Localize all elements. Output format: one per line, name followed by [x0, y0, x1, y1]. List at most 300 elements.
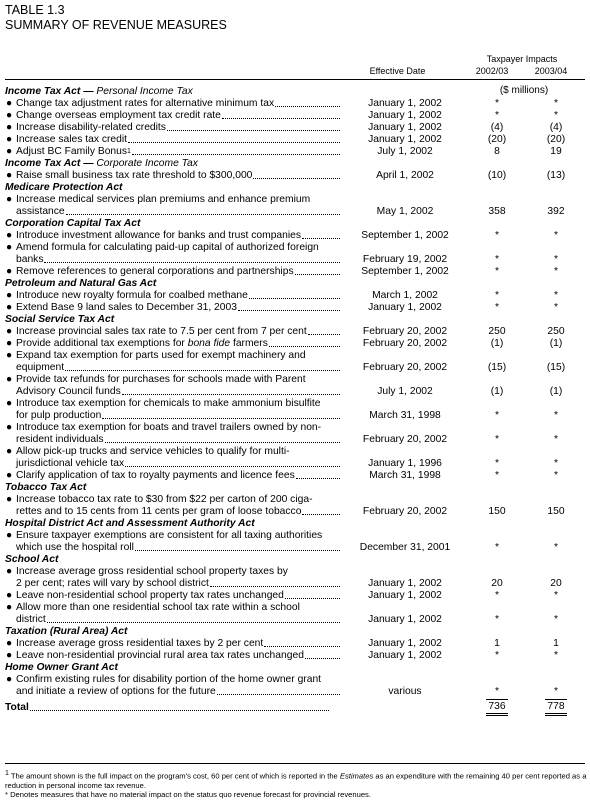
- dot-leader: [122, 386, 340, 395]
- description-line: [16, 122, 342, 134]
- description-line: [16, 254, 342, 266]
- impact-2002-03: *: [494, 110, 499, 121]
- impact-2002-03: *: [494, 470, 499, 481]
- footnote-1: $^1$ The amount shown is the full impact on the program's cost, 60 per cent of which is reported in the Estimates as an expenditure with the remaining 40 per cent reported as a reduction in personal income tax revenue.: [5, 770, 587, 790]
- description-text: rettes and to 15 cents from 11 cents per gram of loose tobacco: [16, 506, 302, 517]
- dot-leader: [135, 542, 340, 551]
- impact-2003-04: *: [553, 98, 558, 109]
- measure-row: [5, 494, 585, 518]
- section-heading: [5, 314, 585, 326]
- effective-date: July 1, 2002: [377, 146, 433, 157]
- description-text: Expand tax exemption for parts used for exempt machinery and: [16, 350, 306, 361]
- description-line: [16, 470, 342, 482]
- impact-2002-03: *: [494, 266, 499, 277]
- description-line: [16, 290, 342, 302]
- description-text: Increase sales tax credit: [16, 134, 128, 145]
- description-line: [16, 590, 342, 602]
- measure-row: [5, 398, 585, 422]
- total-value: 736: [486, 699, 507, 716]
- effective-date: January 1, 1996: [368, 458, 442, 469]
- bullet-icon: ●: [6, 422, 13, 433]
- measure-description: [16, 302, 342, 314]
- description-text: Confirm existing rules for disability portion of the home owner grant: [16, 674, 322, 685]
- measure-row: [5, 326, 585, 338]
- impact-2002-03: 20: [491, 578, 503, 589]
- bullet-icon: ●: [6, 242, 13, 253]
- description-line: [16, 362, 342, 374]
- footnote-2: * Denotes measures that have no material impact on the status quo revenue forecast for provincial revenues.: [5, 790, 371, 799]
- description-text: Increase tobacco tax rate to $30 from $22 per carton of 200 ciga-: [16, 494, 313, 505]
- impact-2002-03: *: [494, 434, 499, 445]
- section-heading: [5, 158, 585, 170]
- measure-description: [16, 590, 342, 602]
- bullet-icon: ●: [6, 530, 13, 541]
- table-number: TABLE 1.3: [5, 3, 65, 17]
- effective-date: January 1, 2002: [368, 590, 442, 601]
- impact-2003-04: (1): [549, 386, 563, 397]
- measure-row: [5, 230, 585, 242]
- impact-2002-03: 358: [488, 206, 506, 217]
- impact-2003-04: *: [553, 110, 558, 121]
- measure-description: [16, 98, 342, 110]
- measure-description: [16, 110, 342, 122]
- description-line: [16, 302, 342, 314]
- bullet-icon: ●: [6, 650, 13, 661]
- measure-row: [5, 122, 585, 134]
- bullet-icon: ●: [6, 338, 13, 349]
- description-line: [16, 98, 342, 110]
- footnote-rule: [5, 763, 585, 764]
- description-text: Amend formula for calculating paid-up capital of authorized foreign: [16, 242, 319, 253]
- measure-description: [16, 242, 342, 266]
- total-description: [5, 702, 331, 714]
- bullet-icon: ●: [6, 110, 13, 121]
- bullet-icon: ●: [6, 566, 13, 577]
- effective-date: February 19, 2002: [362, 254, 448, 265]
- dot-leader: [30, 702, 329, 711]
- measure-row: [5, 374, 585, 398]
- description-text: Allow pick-up trucks and service vehicles to qualify for multi-: [16, 446, 290, 457]
- description-text: district: [16, 614, 46, 625]
- description-text: Change tax adjustment rates for alternative minimum tax: [16, 98, 275, 109]
- measure-row: [5, 266, 585, 278]
- bullet-icon: ●: [6, 494, 13, 505]
- section-heading: [5, 662, 585, 674]
- year1-header: 2002/03: [475, 66, 509, 76]
- impact-2003-04: *: [553, 458, 558, 469]
- bullet-icon: ●: [6, 230, 13, 241]
- impact-2003-04: 392: [547, 206, 565, 217]
- impact-2003-04: 20: [550, 578, 562, 589]
- impact-2003-04: (20): [546, 134, 566, 145]
- section-title: Home Owner Grant Act: [5, 662, 118, 673]
- section-subtitle: Personal Income Tax: [96, 86, 193, 97]
- description-text: Increase disability-related credits: [16, 122, 166, 133]
- description-line: [16, 434, 342, 446]
- description-text: Leave non-residential school property tax rates unchanged: [16, 590, 284, 601]
- measure-row: [5, 98, 585, 110]
- impact-2003-04: *: [553, 254, 558, 265]
- description-text: Introduce tax exemption for boats and travel trailers owned by non-: [16, 422, 322, 433]
- description-line: [16, 542, 342, 554]
- dot-leader: [217, 686, 340, 695]
- description-text: Clarify application of tax to royalty payments and licence fees: [16, 470, 295, 481]
- bullet-icon: ●: [6, 602, 13, 613]
- measure-row: [5, 170, 585, 182]
- description-text: Advisory Council funds: [16, 386, 121, 397]
- units-label: ($ millions): [499, 85, 549, 96]
- bullet-icon: ●: [6, 590, 13, 601]
- impact-2002-03: *: [494, 614, 499, 625]
- measure-row: [5, 146, 585, 158]
- description-line: [16, 686, 342, 698]
- measure-row: [5, 602, 585, 626]
- description-line: [16, 386, 342, 398]
- dot-leader: [302, 506, 340, 515]
- description-text: Remove references to general corporations and partnerships: [16, 266, 294, 277]
- total-label: Total: [5, 702, 29, 713]
- dot-leader: [285, 590, 340, 599]
- total-row: [5, 702, 585, 716]
- impact-2003-04: *: [553, 590, 558, 601]
- impact-2003-04: 250: [547, 326, 565, 337]
- impact-2003-04: (13): [546, 170, 566, 181]
- description-line: [16, 170, 342, 182]
- description-line: [16, 350, 342, 362]
- dot-leader: [210, 578, 340, 587]
- effective-date: March 31, 1998: [369, 470, 441, 481]
- description-line: [16, 230, 342, 242]
- description-text: resident individuals: [16, 434, 104, 445]
- effective-date: February 20, 2002: [362, 506, 448, 517]
- description-line: [16, 530, 342, 542]
- measure-row: [5, 566, 585, 590]
- measure-description: [16, 638, 342, 650]
- measure-description: [16, 374, 342, 398]
- description-text: Raise small business tax rate threshold to $300,000: [16, 170, 253, 181]
- impact-2003-04: *: [553, 302, 558, 313]
- effective-date: January 1, 2002: [368, 650, 442, 661]
- effective-date: February 20, 2002: [362, 434, 448, 445]
- impact-2003-04: *: [553, 290, 558, 301]
- revenue-measures-table: [5, 86, 585, 716]
- description-line: [16, 146, 342, 158]
- italic-term: bona fide: [187, 338, 231, 349]
- impact-2002-03: 150: [488, 506, 506, 517]
- impact-2003-04: 1: [553, 638, 559, 649]
- bullet-icon: ●: [6, 290, 13, 301]
- description-text: jurisdictional vehicle tax: [16, 458, 125, 469]
- impact-2002-03: (15): [487, 362, 507, 373]
- impact-2002-03: (20): [487, 134, 507, 145]
- section-heading: [5, 482, 585, 494]
- impact-2003-04: (1): [549, 338, 563, 349]
- description-line: [16, 494, 342, 506]
- impact-2003-04: *: [553, 686, 558, 697]
- impact-2002-03: (4): [490, 122, 504, 133]
- impact-2003-04: *: [553, 434, 558, 445]
- measure-row: [5, 446, 585, 470]
- dot-leader: [222, 110, 340, 119]
- dot-leader: [295, 266, 340, 275]
- measure-row: [5, 350, 585, 374]
- dot-leader: [302, 230, 340, 239]
- impact-2002-03: 250: [488, 326, 506, 337]
- impact-2002-03: *: [494, 302, 499, 313]
- bullet-icon: ●: [6, 146, 13, 157]
- measure-description: [16, 602, 342, 626]
- impact-2002-03: *: [494, 458, 499, 469]
- impact-2002-03: *: [494, 542, 499, 553]
- description-text: Provide additional tax exemptions for bona fide farmers: [16, 338, 268, 349]
- impact-2003-04: *: [553, 470, 558, 481]
- description-text: Provide tax refunds for purchases for schools made with Parent: [16, 374, 306, 385]
- measure-description: [16, 338, 342, 350]
- measure-description: [16, 398, 342, 422]
- description-text: Ensure taxpayer exemptions are consistent for all taxing authorities: [16, 530, 323, 541]
- description-line: [16, 578, 342, 590]
- section-subtitle: Corporate Income Tax: [96, 158, 198, 169]
- measure-row: [5, 638, 585, 650]
- description-text: and initiate a review of options for the future: [16, 686, 216, 697]
- description-line: [16, 446, 342, 458]
- effective-date: February 20, 2002: [362, 338, 448, 349]
- measure-description: [16, 266, 342, 278]
- measure-description: [16, 650, 342, 662]
- dot-leader: [44, 254, 340, 263]
- measure-row: [5, 470, 585, 482]
- measure-description: [16, 194, 342, 218]
- description-line: [16, 614, 342, 626]
- measure-description: [16, 470, 342, 482]
- measure-row: [5, 194, 585, 218]
- description-text: Increase average gross residential taxes by 2 per cent: [16, 638, 264, 649]
- impact-2003-04: *: [553, 266, 558, 277]
- description-text: Introduce new royalty formula for coalbed methane: [16, 290, 248, 301]
- effective-date: February 20, 2002: [362, 326, 448, 337]
- impact-2003-04: (4): [549, 122, 563, 133]
- description-text: Increase provincial sales tax rate to 7.5 per cent from 7 per cent: [16, 326, 307, 337]
- impact-2002-03: *: [494, 650, 499, 661]
- measure-description: [16, 170, 342, 182]
- section-title: Social Service Tax Act: [5, 314, 115, 325]
- section-heading: [5, 182, 585, 194]
- effective-date: March 31, 1998: [369, 410, 441, 421]
- section-title: Corporation Capital Tax Act: [5, 218, 141, 229]
- description-line: [16, 674, 342, 686]
- impact-2002-03: *: [494, 98, 499, 109]
- dot-leader: [132, 146, 340, 155]
- description-text: Introduce investment allowance for banks and trust companies: [16, 230, 302, 241]
- measure-description: [16, 122, 342, 134]
- effective-date: January 1, 2002: [368, 614, 442, 625]
- section-heading: [5, 278, 585, 290]
- measure-description: [16, 290, 342, 302]
- total-2002-03: [473, 699, 521, 716]
- effective-date: January 1, 2002: [368, 110, 442, 121]
- dot-leader: [105, 434, 340, 443]
- measure-row: [5, 530, 585, 554]
- measure-description: [16, 146, 342, 158]
- section-title: Petroleum and Natural Gas Act: [5, 278, 157, 289]
- bullet-icon: ●: [6, 638, 13, 649]
- dot-leader: [269, 338, 340, 347]
- description-text: Increase medical services plan premiums and enhance premium: [16, 194, 311, 205]
- dot-leader: [305, 650, 340, 659]
- description-text: Allow more than one residential school tax rate within a school: [16, 602, 300, 613]
- measure-row: [5, 338, 585, 350]
- description-text: assistance: [16, 206, 65, 217]
- effective-date: April 1, 2002: [376, 170, 434, 181]
- effective-date: March 1, 2002: [372, 290, 438, 301]
- description-text: Extend Base 9 land sales to December 31, 2003: [16, 302, 237, 313]
- description-line: [16, 506, 342, 518]
- description-line: [16, 566, 342, 578]
- section-title: Taxation (Rural Area) Act: [5, 626, 128, 637]
- description-text: Increase average gross residential school property taxes by: [16, 566, 288, 577]
- header-rule: [5, 79, 585, 80]
- bullet-icon: ●: [6, 302, 13, 313]
- bullet-icon: ●: [6, 674, 13, 685]
- measure-description: [16, 494, 342, 518]
- impact-2003-04: (15): [546, 362, 566, 373]
- effective-date: January 1, 2002: [368, 578, 442, 589]
- measure-row: [5, 674, 585, 698]
- impact-2002-03: *: [494, 410, 499, 421]
- effective-date: various: [388, 686, 422, 697]
- section-heading: [5, 218, 585, 230]
- description-line: [16, 650, 342, 662]
- measure-description: [16, 530, 342, 554]
- measure-row: [5, 290, 585, 302]
- dot-leader: [264, 638, 340, 647]
- effective-date: May 1, 2002: [376, 206, 434, 217]
- measure-description: [16, 566, 342, 590]
- dot-leader: [296, 470, 340, 479]
- description-line: [16, 134, 342, 146]
- impact-2002-03: (1): [490, 338, 504, 349]
- section-title: Hospital District Act and Assessment Authority Act: [5, 518, 255, 529]
- impact-2002-03: 1: [494, 638, 500, 649]
- section-heading: [5, 518, 585, 530]
- effective-date: January 1, 2002: [368, 638, 442, 649]
- table-title: [5, 3, 227, 33]
- dot-leader: [65, 362, 340, 371]
- impact-2002-03: (1): [490, 386, 504, 397]
- effective-date: December 31, 2001: [359, 542, 451, 553]
- measure-row: [5, 422, 585, 446]
- impact-2003-04: *: [553, 650, 558, 661]
- section-title: Income Tax Act —: [5, 158, 94, 169]
- dot-leader: [167, 122, 340, 131]
- bullet-icon: ●: [6, 122, 13, 133]
- effective-date: September 1, 2002: [361, 230, 449, 241]
- impact-2003-04: *: [553, 230, 558, 241]
- total-line: [5, 702, 331, 714]
- impact-2002-03: *: [494, 254, 499, 265]
- bullet-icon: ●: [6, 98, 13, 109]
- bullet-icon: ●: [6, 398, 13, 409]
- dot-leader: [249, 290, 340, 299]
- dot-leader: [253, 170, 340, 179]
- impact-2003-04: *: [553, 410, 558, 421]
- taxpayer-impacts-header: Taxpayer Impacts: [486, 54, 558, 64]
- dot-leader: [102, 410, 340, 419]
- description-line: [16, 602, 342, 614]
- measure-description: [16, 674, 342, 698]
- effective-date: July 1, 2002: [377, 386, 433, 397]
- effective-date-header: Effective Date: [369, 66, 426, 76]
- description-text: banks: [16, 254, 44, 265]
- measure-description: [16, 326, 342, 338]
- total-2003-04: [530, 699, 582, 716]
- description-text: Leave non-residential provincial rural area tax rates unchanged: [16, 650, 304, 661]
- bullet-icon: ●: [6, 374, 13, 385]
- description-text: for pulp production: [16, 410, 102, 421]
- section-heading: [5, 626, 585, 638]
- section-title: School Act: [5, 554, 59, 565]
- description-line: [16, 338, 342, 350]
- table-heading: SUMMARY OF REVENUE MEASURES: [5, 18, 227, 32]
- description-text: Adjust BC Family Bonus: [16, 146, 128, 157]
- effective-date: January 1, 2002: [368, 98, 442, 109]
- impact-2003-04: 19: [550, 146, 562, 157]
- footnote-marker: 1: [127, 148, 131, 155]
- measure-description: [16, 446, 342, 470]
- impact-2002-03: (10): [487, 170, 507, 181]
- description-line: [16, 242, 342, 254]
- impact-2003-04: *: [553, 542, 558, 553]
- measure-row: [5, 590, 585, 602]
- dot-leader: [47, 614, 340, 623]
- effective-date: January 1, 2002: [368, 302, 442, 313]
- description-line: [16, 374, 342, 386]
- effective-date: January 1, 2002: [368, 134, 442, 145]
- description-line: [16, 410, 342, 422]
- description-text: Change overseas employment tax credit rate: [16, 110, 221, 121]
- total-value: 778: [545, 699, 566, 716]
- bullet-icon: ●: [6, 266, 13, 277]
- description-line: [16, 110, 342, 122]
- impact-2002-03: *: [494, 686, 499, 697]
- bullet-icon: ●: [6, 350, 13, 361]
- dot-leader: [66, 206, 340, 215]
- description-text: which use the hospital roll: [16, 542, 134, 553]
- description-line: [16, 326, 342, 338]
- year2-header: 2003/04: [534, 66, 568, 76]
- section-heading: [5, 554, 585, 566]
- measure-description: [16, 134, 342, 146]
- dot-leader: [125, 458, 340, 467]
- dot-leader: [128, 134, 340, 143]
- description-line: [16, 266, 342, 278]
- description-line: [16, 638, 342, 650]
- description-line: [16, 398, 342, 410]
- measure-description: [16, 422, 342, 446]
- bullet-icon: ●: [6, 470, 13, 481]
- effective-date: January 1, 2002: [368, 122, 442, 133]
- section-heading: [5, 86, 585, 98]
- bullet-icon: ●: [6, 134, 13, 145]
- measure-row: [5, 134, 585, 146]
- impact-2003-04: *: [553, 614, 558, 625]
- description-text: 2 per cent; rates will vary by school district: [16, 578, 209, 589]
- description-line: [16, 194, 342, 206]
- measure-row: [5, 650, 585, 662]
- bullet-icon: ●: [6, 170, 13, 181]
- dot-leader: [275, 98, 340, 107]
- impact-2002-03: *: [494, 230, 499, 241]
